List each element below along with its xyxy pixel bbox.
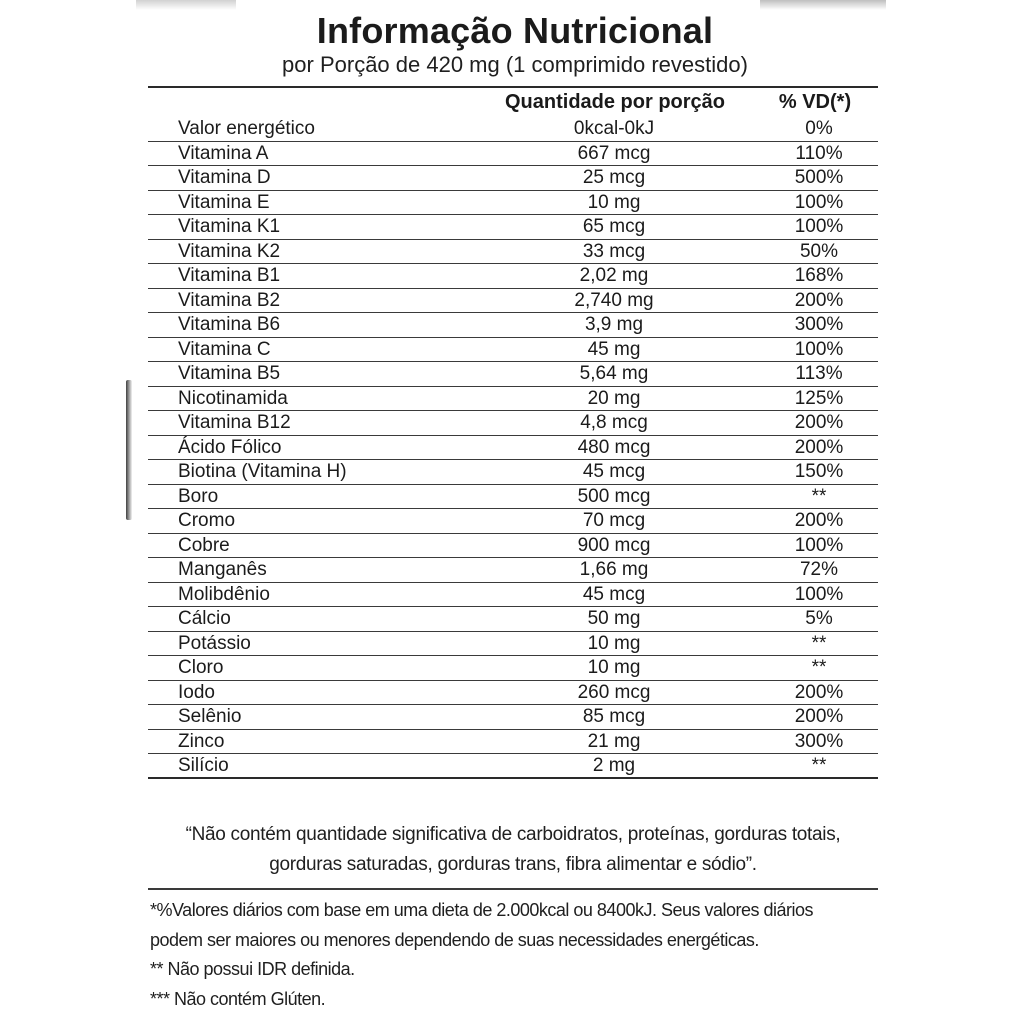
nutrient-dv: ** — [811, 632, 827, 654]
nutrient-quantity: 2,02 mg — [579, 265, 649, 286]
nutrient-dv: 200% — [794, 681, 844, 703]
table-row — [148, 313, 878, 338]
nutrient-name: Valor energético — [178, 118, 315, 139]
nutrient-dv: 100% — [794, 583, 844, 605]
right-margin — [886, 0, 1024, 1024]
nutrient-name: Vitamina E — [178, 191, 270, 213]
top-shadow-right — [760, 0, 886, 10]
nutrient-dv: 200% — [794, 436, 844, 458]
nutrient-dv: 500% — [794, 167, 844, 188]
nutrient-name: Cloro — [178, 657, 224, 678]
footnote-line-1: *%Valores diários com base em uma dieta de 2.000kcal ou 8400kJ. Seus valores diários — [150, 900, 814, 920]
nutrient-quantity: 2 mg — [592, 755, 636, 776]
table-row — [148, 509, 878, 534]
nutrient-dv: 100% — [794, 338, 844, 360]
nutrient-dv: 100% — [794, 216, 844, 237]
table-row — [148, 338, 878, 363]
nutrient-name: Ácido Fólico — [178, 436, 282, 458]
nutrient-quantity: 500 mcg — [577, 485, 651, 507]
table-row — [148, 730, 878, 755]
nutrient-dv: 100% — [794, 534, 844, 556]
left-edge-shadow — [126, 380, 132, 520]
nutrient-name: Iodo — [178, 681, 215, 703]
nutrient-name: Silício — [178, 755, 229, 776]
table-row — [148, 632, 878, 657]
table-row — [148, 583, 878, 608]
page-title: Informação Nutricional — [316, 10, 714, 51]
nutrient-dv: 0% — [805, 118, 833, 139]
table-row — [148, 166, 878, 191]
nutrient-name: Manganês — [178, 559, 267, 580]
nutrient-dv: 200% — [794, 289, 844, 311]
footnote-line-3: ** Não possui IDR definida. — [150, 959, 355, 979]
nutrient-quantity: 20 mg — [587, 387, 641, 409]
nutrient-quantity: 10 mg — [587, 191, 641, 213]
nutrient-name: Potássio — [178, 632, 251, 654]
nutrient-dv: 168% — [794, 265, 844, 286]
header-top-rule — [148, 86, 878, 88]
nutrient-dv: ** — [811, 755, 827, 776]
nutrient-name: Vitamina B5 — [178, 363, 281, 384]
nutrient-quantity: 85 mcg — [582, 706, 646, 727]
nutrient-dv: 113% — [795, 363, 843, 384]
nutrient-quantity: 45 mg — [587, 338, 641, 360]
nutrient-name: Vitamina C — [178, 338, 271, 360]
nutrient-quantity: 33 mcg — [582, 240, 646, 262]
nutrient-name: Zinco — [178, 730, 225, 752]
nutrient-name: Cálcio — [178, 608, 231, 629]
nutrient-name: Vitamina B12 — [178, 412, 291, 433]
nutrient-quantity: 0kcal-0kJ — [573, 118, 655, 139]
nutrient-quantity: 5,64 mg — [579, 363, 649, 384]
nutrient-quantity: 900 mcg — [577, 534, 651, 556]
nutrient-quantity: 4,8 mcg — [580, 412, 648, 433]
table-row — [148, 460, 878, 485]
table-row — [148, 607, 878, 632]
nutrient-name: Biotina (Vitamina H) — [178, 461, 347, 482]
table-row — [148, 411, 878, 436]
footnote-divider — [148, 888, 878, 890]
nutrient-quantity: 10 mg — [587, 632, 641, 654]
nutrient-dv: 200% — [794, 412, 844, 433]
serving-subtitle: por Porção de 420 mg (1 comprimido revestido) — [282, 52, 748, 77]
nutrient-name: Vitamina D — [178, 167, 271, 188]
non-significant-note — [148, 820, 878, 880]
left-margin — [0, 0, 136, 1024]
table-row — [148, 558, 878, 583]
nutrient-dv: 100% — [794, 191, 844, 213]
table-row — [148, 681, 878, 706]
table-row — [148, 754, 878, 779]
nutrient-quantity: 45 mcg — [582, 583, 646, 605]
nutrient-name: Vitamina K2 — [178, 240, 281, 262]
table-row — [148, 240, 878, 265]
table-row — [148, 534, 878, 559]
nutrient-quantity: 260 mcg — [577, 681, 651, 703]
nutrient-name: Selênio — [178, 706, 242, 727]
nutrient-dv: 200% — [794, 706, 844, 727]
non-significant-note-line-2: gorduras saturadas, gorduras trans, fibra alimentar e sódio”. — [269, 854, 757, 875]
nutrient-quantity: 50 mg — [587, 608, 641, 629]
nutrient-dv: 72% — [799, 559, 839, 580]
nutrient-quantity: 65 mcg — [582, 216, 646, 237]
nutrient-dv: ** — [811, 657, 827, 678]
nutrient-quantity: 1,66 mg — [579, 559, 649, 580]
table-row — [148, 117, 878, 142]
table-row — [148, 289, 878, 314]
nutrient-name: Boro — [178, 485, 219, 507]
top-shadow-left — [136, 0, 236, 10]
table-row — [148, 191, 878, 216]
nutrient-table — [148, 117, 878, 779]
nutrient-quantity: 70 mcg — [582, 510, 646, 531]
non-significant-note-line-1: “Não contém quantidade significativa de carboidratos, proteínas, gorduras totais, — [185, 824, 841, 845]
nutrient-dv: 300% — [794, 314, 844, 335]
nutrient-dv: 150% — [794, 461, 844, 482]
nutrient-quantity: 25 mcg — [582, 167, 646, 188]
nutrient-quantity: 667 mcg — [577, 142, 651, 164]
nutrient-quantity: 2,740 mg — [574, 289, 654, 311]
column-header-dv: % VD(*) — [778, 91, 852, 113]
nutrient-name: Molibdênio — [178, 583, 270, 605]
column-header-quantity: Quantidade por porção — [504, 91, 726, 113]
nutrient-name: Cobre — [178, 534, 230, 556]
nutrient-quantity: 21 mg — [587, 730, 641, 752]
nutrient-dv: 125% — [794, 387, 844, 409]
table-row — [148, 485, 878, 510]
nutrient-quantity: 480 mcg — [577, 436, 651, 458]
nutrient-quantity: 10 mg — [587, 657, 641, 678]
nutrient-name: Nicotinamida — [178, 387, 288, 409]
nutrient-name: Vitamina K1 — [178, 216, 281, 237]
footnotes — [150, 896, 885, 1014]
nutrient-dv: 300% — [794, 730, 844, 752]
footnote-line-2: podem ser maiores ou menores dependendo de suas necessidades energéticas. — [150, 929, 759, 950]
nutrient-quantity: 3,9 mg — [584, 314, 644, 335]
footnote-line-4: *** Não contém Glúten. — [150, 988, 326, 1009]
nutrient-dv: ** — [811, 485, 827, 507]
table-row — [148, 264, 878, 289]
table-row — [148, 656, 878, 681]
table-row — [148, 215, 878, 240]
table-row — [148, 387, 878, 412]
nutrient-dv: 5% — [805, 608, 833, 629]
nutrient-quantity: 45 mcg — [582, 461, 646, 482]
table-row — [148, 705, 878, 730]
nutrient-dv: 110% — [795, 142, 843, 164]
nutrient-dv: 50% — [799, 240, 839, 262]
nutrient-name: Vitamina B6 — [178, 314, 281, 335]
nutrient-name: Cromo — [178, 510, 236, 531]
nutrient-name: Vitamina B1 — [178, 265, 281, 286]
nutrient-name: Vitamina A — [178, 142, 269, 164]
nutrient-name: Vitamina B2 — [178, 289, 281, 311]
table-row — [148, 362, 878, 387]
nutrient-dv: 200% — [794, 510, 844, 531]
table-row — [148, 142, 878, 167]
table-row — [148, 436, 878, 461]
